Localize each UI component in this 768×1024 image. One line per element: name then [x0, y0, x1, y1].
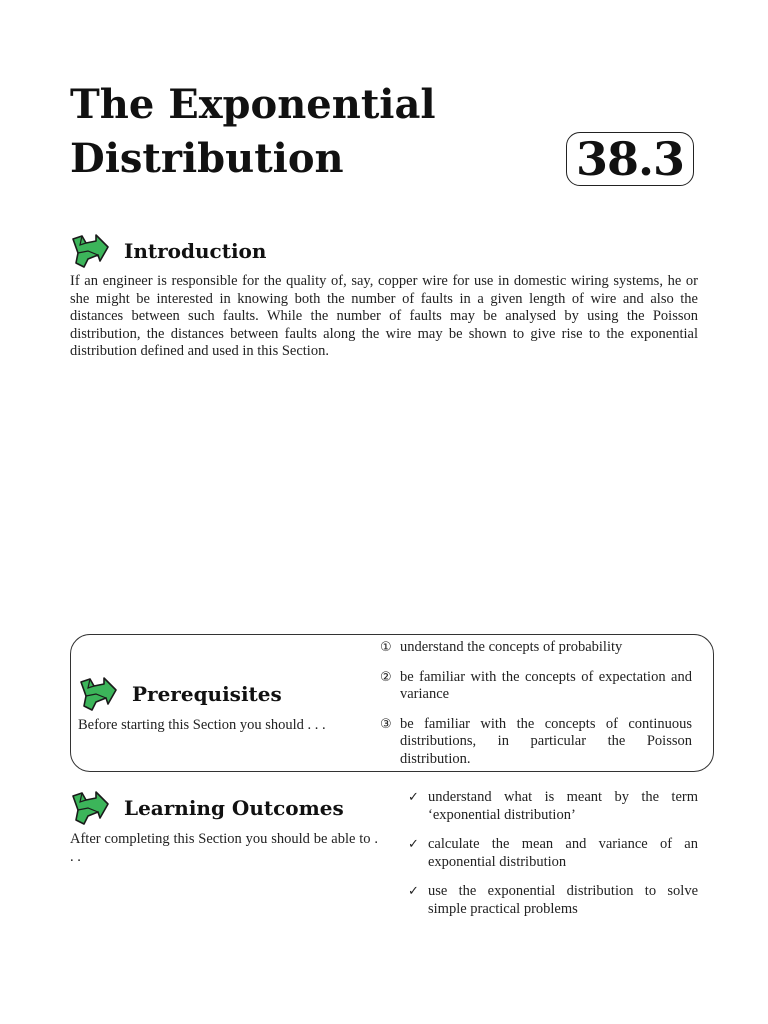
circled-two-icon: ② [380, 669, 392, 685]
checkmark-icon: ✓ [408, 790, 419, 805]
prerequisites-title: Prerequisites [132, 682, 282, 706]
list-item [380, 639, 692, 657]
checkmark-icon: ✓ [408, 884, 419, 900]
list-item-text: be familiar with the concepts of expectation and variance [400, 668, 692, 703]
arrow-hand-icon [70, 790, 110, 826]
learning-outcomes-heading [70, 790, 344, 826]
title-line-2: Distribution [70, 135, 344, 182]
list-item [408, 883, 698, 918]
prerequisites-list [380, 639, 692, 781]
list-item-text: use the exponential distribution to solve simple practical problems [428, 883, 698, 917]
arrow-hand-icon [70, 233, 110, 269]
learning-outcomes-title: Learning Outcomes [124, 796, 344, 820]
list-item-text: calculate the mean and variance of an exponential distribution [428, 836, 698, 870]
list-item-text: understand what is meant by the term ‘exponential distribution’ [428, 789, 698, 823]
list-item [380, 669, 692, 704]
checkmark-icon: ✓ [408, 837, 419, 853]
introduction-text: If an engineer is responsible for the quality of, say, copper wire for use in domestic wiring systems, he or she might be interested in knowing both the number of faults in a given length of wire and also the distances between such faults. While the number of faults may be analysed by using the Poisson distribution, the distances between faults along the wire may be shown to give rise to the exponential distribution defined and used in this Section. [70, 273, 698, 360]
list-item [380, 716, 692, 769]
circled-three-icon: ③ [380, 716, 392, 732]
page-title [70, 78, 510, 186]
introduction-title: Introduction [124, 239, 267, 263]
section-number-badge: 38.3 [566, 132, 694, 186]
list-item-text: be familiar with the concepts of continuous distributions, in particular the Poisson distribution. [400, 715, 692, 767]
title-line-1: The Exponential [70, 81, 436, 128]
circled-one-icon: ① [380, 640, 392, 655]
introduction-heading [70, 233, 266, 269]
list-item-text: understand the concepts of probability [400, 639, 623, 655]
learning-outcomes-lead: After completing this Section you should be able to . . . [70, 831, 378, 865]
list-item [408, 789, 698, 824]
arrow-hand-icon [78, 676, 118, 712]
prerequisites-lead: Before starting this Section you should . . . [78, 717, 326, 733]
learning-outcomes-list [408, 789, 698, 931]
list-item [408, 836, 698, 871]
prerequisites-heading [78, 676, 282, 712]
